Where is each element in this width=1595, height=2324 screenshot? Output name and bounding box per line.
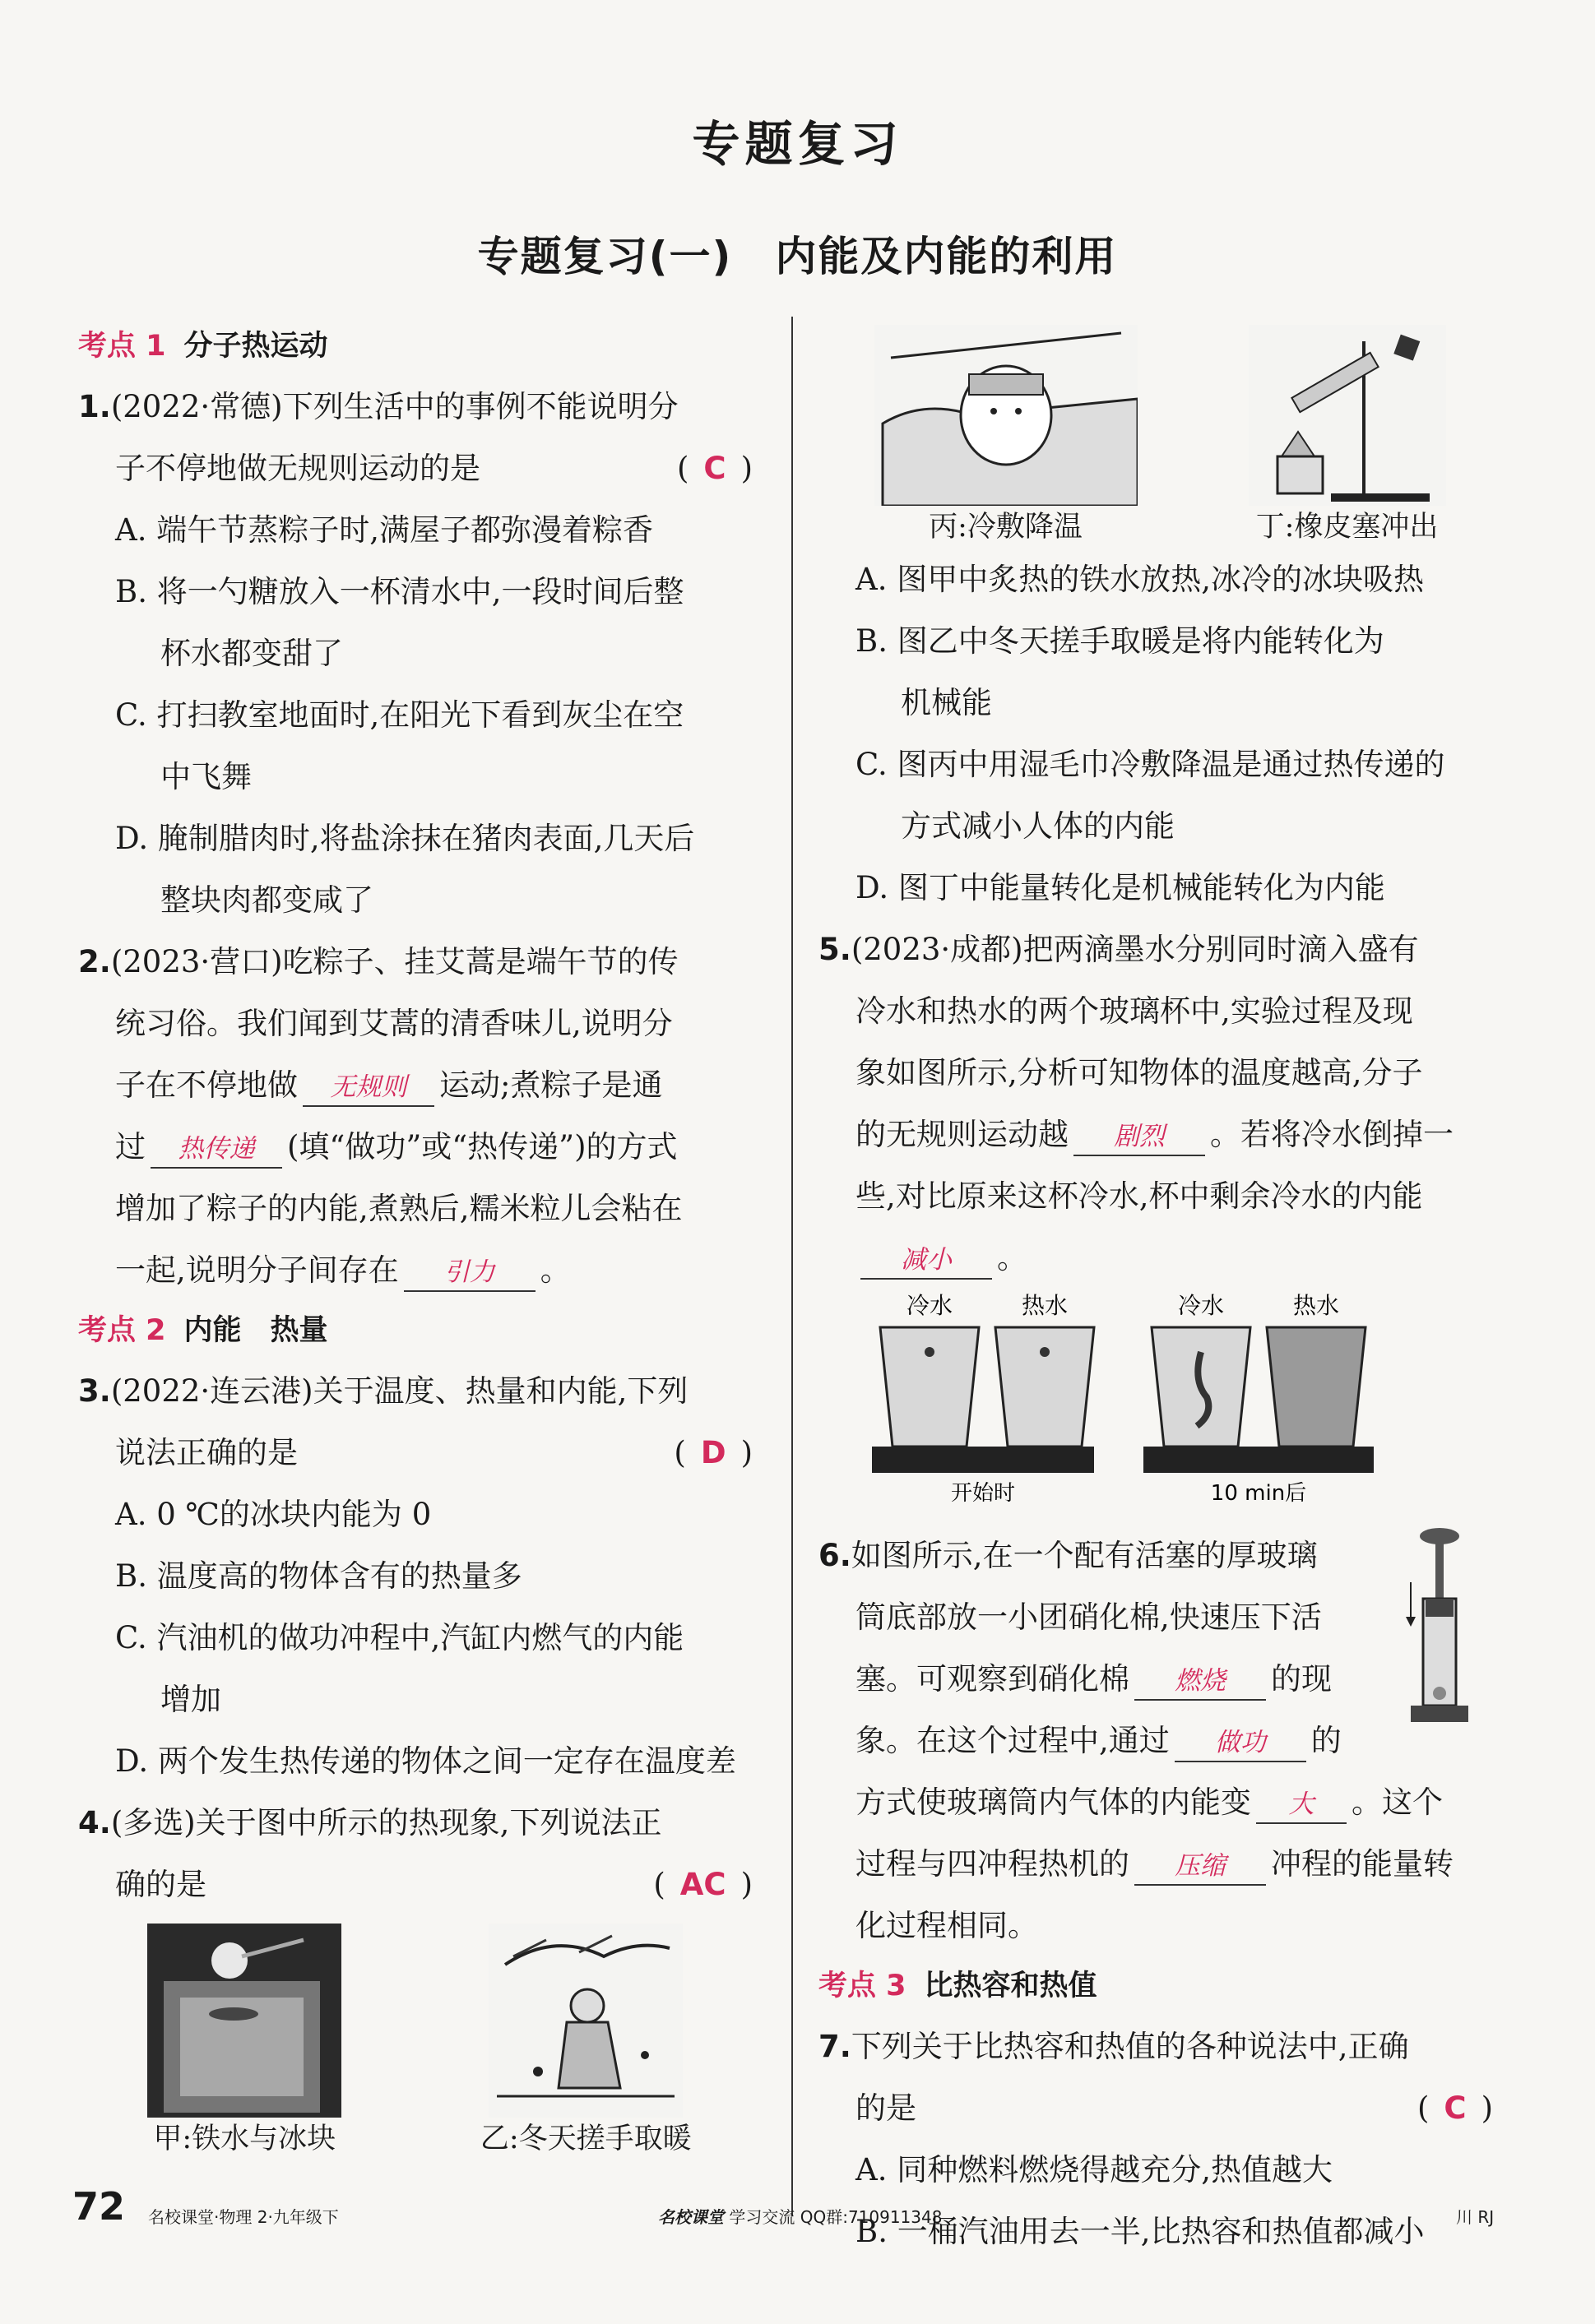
rubbing-hands-image (489, 1924, 683, 2118)
q2-number: 2. (78, 944, 111, 979)
q2-line3b: 运动;煮粽子是通 (439, 1067, 663, 1103)
q2-line2: 统习俗。我们闻到艾蒿的清香味儿,说明分 (115, 1006, 673, 1041)
kp1-heading (78, 317, 761, 376)
q2-line1: (2023·营口)吃粽子、挂艾蒿是端午节的传 (110, 944, 679, 979)
kp2-tag: 考点 2 (78, 1314, 166, 1347)
cold-compress-image (874, 325, 1138, 506)
rubber-stopper-image (1249, 325, 1446, 506)
q7-answer: ( C ) (1416, 2090, 1493, 2126)
q6-line4a: 象。在这个过程中,通过 (855, 1723, 1170, 1758)
q2-line4b: (填“做功”或“热传递”)的方式 (287, 1129, 678, 1164)
q3-option-b: B. 温度高的物体含有的热量多 (115, 1558, 522, 1594)
q6-blank-4[interactable]: 压缩 (1134, 1848, 1266, 1886)
q6-blank-3[interactable]: 大 (1256, 1786, 1347, 1824)
caption-start: 开始时 (950, 1481, 1016, 1504)
kp3-title: 比热容和热值 (924, 1970, 1097, 2002)
q2-line6b: 。 (540, 1252, 571, 1288)
footer-brand-logo: 名校课堂 (658, 2207, 724, 2227)
cup-label-1: 冷水 (906, 1292, 953, 1319)
q5-line3: 象如图所示,分析可知物体的温度越高,分子 (855, 1055, 1423, 1090)
q5-blank-1[interactable]: 剧烈 (1073, 1118, 1205, 1156)
question-5 (818, 919, 1501, 1525)
q5-line4a: 的无规则运动越 (855, 1117, 1069, 1152)
q4-line1: (多选)关于图中所示的热现象,下列说法正 (110, 1805, 662, 1840)
kp2-heading (78, 1301, 761, 1360)
q3-option-a: A. 0 ℃的冰块内能为 0 (115, 1497, 432, 1532)
question-3 (78, 1360, 761, 1792)
q1-option-d-cont: 整块肉都变咸了 (160, 882, 373, 918)
q1-option-d: D. 腌制腊肉时,将盐涂抹在猪肉表面,几天后 (115, 821, 695, 856)
q6-line6b: 冲程的能量转 (1271, 1846, 1454, 1882)
q5-number: 5. (818, 932, 851, 967)
q2-line3a: 子在不停地做 (115, 1067, 298, 1103)
q6-blank-2[interactable]: 做功 (1175, 1724, 1306, 1762)
q1-number: 1. (78, 389, 111, 424)
q3-option-c: C. 汽油机的做功冲程中,汽缸内燃气的内能 (115, 1620, 684, 1655)
q1-option-c: C. 打扫教室地面时,在阳光下看到灰尘在空 (115, 697, 684, 733)
question-2 (78, 931, 761, 1301)
q7-number: 7. (818, 2029, 851, 2064)
q5-line1: (2023·成都)把两滴墨水分别同时滴入盛有 (851, 932, 1419, 967)
q1-line2: 子不停地做无规则运动的是 (115, 451, 480, 486)
q1-option-b-cont: 杯水都变甜了 (160, 636, 343, 671)
kp3-heading (818, 1956, 1501, 2016)
question-6 (818, 1525, 1501, 1956)
q1-option-c-cont: 中飞舞 (160, 759, 252, 794)
q6-line7: 化过程相同。 (855, 1908, 1038, 1943)
figure-jia (147, 1924, 341, 2160)
q3-line1: (2022·连云港)关于温度、热量和内能,下列 (110, 1373, 689, 1409)
q4-option-b-cont: 机械能 (901, 685, 992, 720)
page-number: 72 (72, 2184, 126, 2229)
q5-line6b: 。 (997, 1240, 1027, 1275)
figure-yi-caption: 乙:冬天搓手取暖 (480, 2123, 692, 2155)
q6-blank-1[interactable]: 燃烧 (1134, 1663, 1266, 1701)
q6-line1: 如图所示,在一个配有活塞的厚玻璃 (851, 1538, 1318, 1573)
footer-qq-text: 学习交流 QQ群:710911348 (729, 2207, 943, 2227)
q4-option-c: C. 图丙中用湿毛巾冷敷降温是通过热传递的 (855, 747, 1445, 782)
q6-line3b: 的现 (1271, 1661, 1332, 1697)
q4-answer: ( AC ) (653, 1867, 753, 1902)
q3-line2: 说法正确的是 (115, 1435, 298, 1470)
q4-number: 4. (78, 1805, 111, 1840)
left-column (78, 317, 761, 2160)
q3-option-c-cont: 增加 (160, 1682, 221, 1717)
q7-line2: 的是 (855, 2090, 916, 2126)
q1-answer: ( C ) (676, 451, 753, 486)
kp2-title: 内能 热量 (183, 1314, 328, 1347)
q7-option-b: B. 一桶汽油用去一半,比热容和热值都减小 (855, 2214, 1425, 2249)
footer-edition: 川 RJ (1456, 2207, 1495, 2227)
q3-option-d: D. 两个发生热传递的物体之间一定存在温度差 (115, 1743, 736, 1779)
kp1-title: 分子热运动 (183, 330, 328, 363)
q1-option-a: A. 端午节蒸粽子时,满屋子都弥漫着粽香 (115, 512, 654, 548)
page-title: 专题复习 (692, 116, 903, 172)
q6-line5a: 方式使玻璃筒内气体的内能变 (855, 1785, 1251, 1820)
q2-line6a: 一起,说明分子间存在 (115, 1252, 399, 1288)
q3-number: 3. (78, 1373, 111, 1409)
figure-yi (480, 1924, 692, 2160)
q3-answer: ( D ) (674, 1435, 753, 1470)
figure-bing (874, 325, 1138, 549)
iron-ice-image (147, 1924, 341, 2118)
cup-label-2: 热水 (1021, 1292, 1069, 1319)
q2-line5: 增加了粽子的内能,煮熟后,糯米粒儿会粘在 (115, 1191, 683, 1226)
figure-ding (1249, 325, 1446, 549)
cup-label-3: 冷水 (1177, 1292, 1225, 1319)
q4-option-c-cont: 方式减小人体的内能 (901, 808, 1175, 844)
q4-option-d: D. 图丁中能量转化是机械能转化为内能 (855, 870, 1385, 905)
q5-blank-2[interactable]: 减小 (860, 1242, 992, 1280)
beakers-image (868, 1290, 1411, 1504)
caption-after: 10 min后 (1210, 1481, 1307, 1504)
figure-ding-caption: 丁:橡皮塞冲出 (1255, 511, 1439, 544)
question-4 (78, 1792, 761, 2160)
q5-line2: 冷水和热水的两个玻璃杯中,实验过程及现 (855, 993, 1413, 1029)
q2-blank-3[interactable]: 引力 (404, 1254, 536, 1292)
q2-blank-1[interactable]: 无规则 (303, 1069, 434, 1107)
right-column (818, 325, 1501, 2262)
figure-bing-caption: 丙:冷敷降温 (929, 511, 1083, 544)
figure-jia-caption: 甲:铁水与冰块 (153, 2123, 336, 2155)
beaker-figure (818, 1290, 1501, 1525)
q5-line5: 些,对比原来这杯冷水,杯中剩余冷水的内能 (855, 1178, 1423, 1214)
q2-blank-2[interactable]: 热传递 (151, 1131, 282, 1169)
q1-line1: (2022·常德)下列生活中的事例不能说明分 (110, 389, 679, 424)
q2-line4a: 过 (115, 1129, 146, 1164)
footer-book-title: 名校课堂·物理 2·九年级下 (148, 2207, 339, 2227)
footer-qq (658, 2204, 942, 2228)
question-1 (78, 376, 761, 931)
q6-line4b: 的 (1310, 1723, 1342, 1758)
kp1-tag: 考点 1 (78, 330, 166, 363)
q6-line6a: 过程与四冲程热机的 (855, 1846, 1129, 1882)
q7-option-a: A. 同种燃料燃烧得越充分,热值越大 (855, 2152, 1333, 2187)
q6-line2: 筒底部放一小团硝化棉,快速压下活 (855, 1599, 1322, 1635)
column-divider (791, 317, 793, 2216)
q4-line2: 确的是 (115, 1867, 206, 1902)
kp3-tag: 考点 3 (818, 1970, 906, 2002)
q6-line3a: 塞。可观察到硝化棉 (855, 1661, 1129, 1697)
q6-number: 6. (818, 1538, 851, 1573)
cup-label-4: 热水 (1292, 1292, 1340, 1319)
q6-line5b: 。这个 (1352, 1785, 1443, 1820)
q4-option-a: A. 图甲中炙热的铁水放热,冰冷的冰块吸热 (855, 562, 1425, 597)
q7-line1: 下列关于比热容和热值的各种说法中,正确 (851, 2029, 1409, 2064)
chapter-title: 专题复习(一) 内能及内能的利用 (477, 233, 1118, 280)
q4-option-b: B. 图乙中冬天搓手取暖是将内能转化为 (855, 623, 1384, 659)
q1-option-b: B. 将一勺糖放入一杯清水中,一段时间后整 (115, 574, 684, 609)
piston-cylinder-image (1403, 1525, 1477, 1738)
q5-line4b: 。若将冷水倒掉一 (1210, 1117, 1454, 1152)
